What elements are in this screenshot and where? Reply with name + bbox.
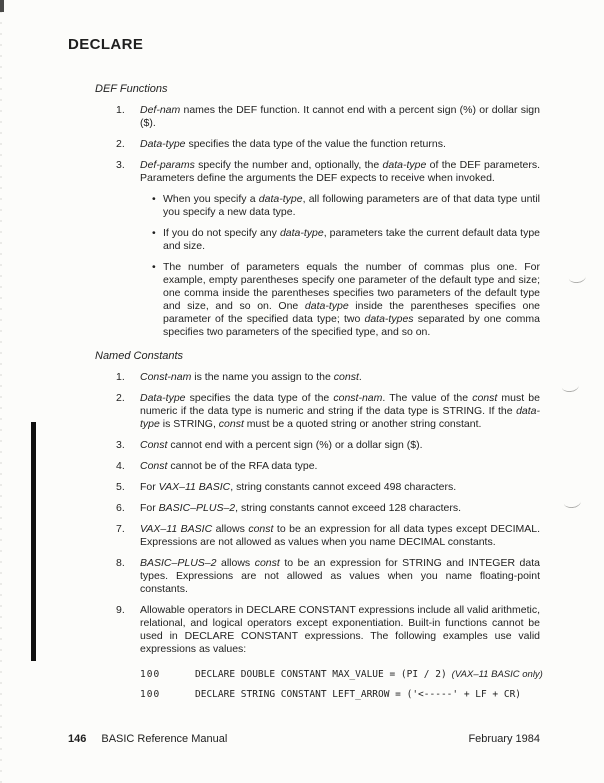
italic-term: Data-type [140,392,186,404]
text-run: , all following parameters are of that data type until you specify a new data type. [163,193,540,218]
code-text: DECLARE STRING CONSTANT LEFT_ARROW = ('<-----' + LF + CR) [195,689,522,700]
list-item-text [140,439,540,452]
bullet-list-item [152,193,540,219]
named-constants-list [95,371,540,656]
bullet-list-item [152,227,540,253]
code-line [140,689,540,700]
text-run: cannot end with a percent sign (%) or a dollar sign ($). [167,439,423,451]
list-item-number: 8. [116,557,125,569]
numbered-list-item [95,502,540,515]
text-run: Allowable operators in DECLARE CONSTANT expressions include all valid arithmetic, relational, and logical operators except exponentiation. Built-in functions cannot be used in DECLARE CONSTANT expressions. The following examples use valid expressions as values: [140,604,540,655]
revision-change-bar [31,422,36,661]
page-footer [68,733,540,745]
list-item-number: 7. [116,523,125,535]
list-item-number: 9. [116,604,125,616]
margin-pen-mark [562,384,580,393]
list-item-text [140,460,540,473]
code-line-number: 100 [140,669,161,680]
bullet-list-item [152,261,540,339]
italic-term: data-type [140,405,540,430]
italic-term: Data-type [140,138,186,150]
text-run: must be numeric if the data type is numeric and string if the data type is STRING. If the [140,392,540,417]
italic-term: data-type [258,193,303,205]
text-run: For [140,481,159,493]
bullet-item-text [163,193,540,219]
text-run: specifies the data type of the value the function returns. [185,138,446,150]
text-run: , string constants cannot exceed 498 characters. [230,481,457,493]
italic-term: data-type [304,300,349,312]
numbered-list-item [95,138,540,151]
text-run: . The value of the [382,392,473,404]
text-run: to be an expression for STRING and INTEGER data types. Expressions are not allowed as values when you name floating-point constants. [140,557,540,595]
text-run: inside the parentheses specifies one parameter of the specified data type; two [163,300,540,325]
numbered-list-item [95,604,540,656]
list-item-number: 5. [116,481,125,493]
text-run: When you specify a [163,193,259,205]
text-run: , string constants cannot exceed 128 characters. [235,502,462,514]
list-item-text [140,481,540,494]
text-run: For [140,502,159,514]
page-title: DECLARE [68,36,144,53]
numbered-list-item [95,159,540,185]
italic-term: BASIC–PLUS–2 [158,502,236,514]
def-functions-list [95,104,540,339]
list-item-number: 3. [116,159,125,171]
margin-pen-mark [569,275,587,284]
page-body [95,83,543,700]
footer-date: February 1984 [468,733,540,745]
italic-term: Def-params [140,159,195,171]
italic-term: const [218,418,244,430]
code-note: (VAX–11 BASIC only) [451,669,543,680]
manual-title: BASIC Reference Manual [101,733,228,745]
text-run: allows [212,523,249,535]
margin-pen-mark [564,500,582,509]
text-run: cannot be of the RFA data type. [167,460,318,472]
bullet-item-text [163,227,540,253]
italic-term: VAX–11 BASIC [140,523,213,535]
text-run: allows [216,557,255,569]
italic-term: VAX–11 BASIC [158,481,231,493]
list-item-number: 2. [116,392,125,404]
text-run: The number of parameters equals the number of commas plus one. For example, empty parentheses specify one parameter of the default type and size; one comma inside the parentheses specifies two parameters of the default type and size, and so on. One [163,261,540,312]
italic-term: data-type [279,227,324,239]
numbered-list-item [95,557,540,596]
code-examples [140,669,543,700]
italic-term: const-nam [333,392,383,404]
numbered-list-item [95,371,540,384]
text-run: . [358,371,362,383]
list-item-number: 4. [116,460,125,472]
numbered-list-item [95,523,540,549]
page-number: 146 [68,733,87,745]
italic-term: Def-nam [140,104,181,116]
code-line-number: 100 [140,689,161,700]
italic-term: BASIC–PLUS–2 [140,557,217,569]
italic-term: const [333,371,359,383]
list-item-text [140,604,540,656]
text-run: , parameters take the current default data type and size. [163,227,541,252]
bullet-icon: • [152,261,156,273]
list-item-text [140,104,540,130]
list-item-number: 6. [116,502,125,514]
scan-edge-noise [0,0,2,783]
bullet-icon: • [152,193,156,205]
italic-term: Const [140,460,168,472]
list-item-text [140,138,540,151]
text-run: of the DEF parameters. Parameters define the arguments the DEF expects to receive when invoked. [140,159,540,184]
text-run: specifies the data type of the [185,392,334,404]
list-item-number: 1. [116,371,125,383]
section-heading-named-constants: Named Constants [95,350,184,362]
italic-term: Const-nam [140,371,192,383]
numbered-list-item [95,392,540,431]
text-run: separated by one comma specifies two parameters of the specified type, and so on. [163,313,541,338]
italic-term: const [248,523,274,535]
list-item-text [140,371,540,384]
text-run: must be a quoted string or another string constant. [243,418,482,430]
code-line [140,669,543,680]
text-run: specify the number and, optionally, the [194,159,383,171]
italic-term: const [254,557,280,569]
list-item-number: 1. [116,104,125,116]
text-run: is STRING, [159,418,219,430]
numbered-list-item [95,460,540,473]
list-item-text [140,557,540,596]
italic-term: data-types [364,313,414,325]
code-text: DECLARE DOUBLE CONSTANT MAX_VALUE = (PI / 2) [195,669,447,680]
italic-term: const [472,392,498,404]
section-heading-def-functions: DEF Functions [95,83,168,95]
italic-term: Const [140,439,168,451]
text-run: names the DEF function. It cannot end with a percent sign (%) or dollar sign ($). [140,104,540,129]
list-item-text [140,392,540,431]
numbered-list-item [95,104,540,130]
scan-corner-artifact [0,0,4,12]
text-run: If you do not specify any [163,227,280,239]
list-item-text [140,159,540,185]
list-item-number: 3. [116,439,125,451]
text-run: to be an expression for all data types except DECIMAL. Expressions are not allowed as values when you name DECIMAL constants. [140,523,540,548]
numbered-list-item [95,439,540,452]
list-item-text [140,502,540,515]
text-run: is the name you assign to the [191,371,334,383]
list-item-number: 2. [116,138,125,150]
numbered-list-item [95,481,540,494]
italic-term: data-type [382,159,427,171]
list-item-text [140,523,540,549]
bullet-icon: • [152,227,156,239]
bullet-item-text [163,261,540,339]
